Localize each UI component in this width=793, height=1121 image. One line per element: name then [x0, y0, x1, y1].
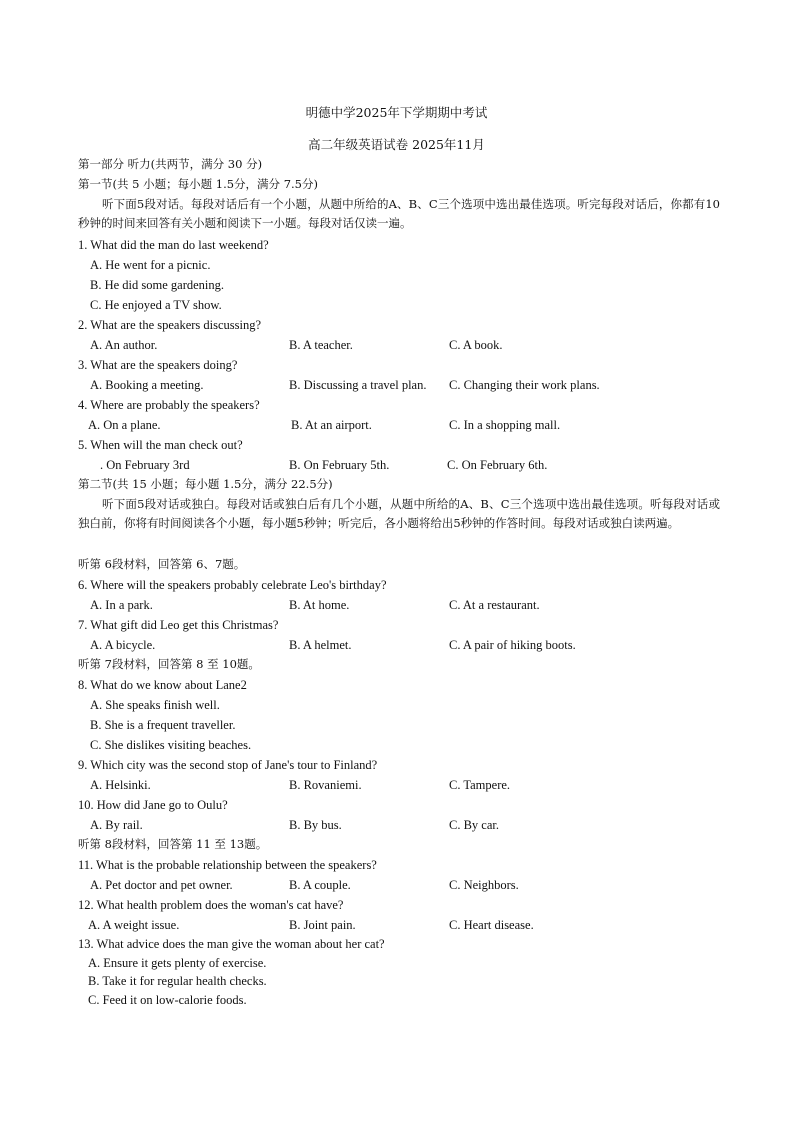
exam-title: 高二年级英语试卷 2025年11月 [308, 137, 485, 152]
q5-option-a: . On February 3rd [100, 458, 190, 472]
q4-option-c: C. In a shopping mall. [449, 418, 561, 432]
q3-option-c: C. Changing their work plans. [449, 378, 600, 392]
q11-option-a: A. Pet doctor and pet owner. [90, 878, 233, 892]
question-1: 1. What did the man do last weekend? [78, 238, 269, 252]
question-3: 3. What are the speakers doing? [78, 358, 238, 372]
q5-option-c: C. On February 6th. [447, 458, 548, 472]
q13-option-b: B. Take it for regular health checks. [88, 974, 267, 988]
question-12: 12. What health problem does the woman's cat have? [78, 898, 344, 912]
material-8-note: 听第 8段材料，回答第 11 至 13题。 [78, 837, 268, 851]
q6-option-b: B. At home. [289, 598, 350, 612]
q5-option-b: B. On February 5th. [289, 458, 390, 472]
q10-option-b: B. By bus. [289, 818, 342, 832]
question-5: 5. When will the man check out? [78, 438, 243, 452]
q7-option-c: C. A pair of hiking boots. [449, 638, 576, 652]
q3-option-b: B. Discussing a travel plan. [289, 378, 427, 392]
q7-option-a: A. A bicycle. [90, 638, 156, 652]
q10-option-c: C. By car. [449, 818, 499, 832]
question-10: 10. How did Jane go to Oulu? [78, 798, 228, 812]
part1-heading: 第一部分 听力(共两节，满分 30 分) [78, 157, 263, 171]
q10-option-a: A. By rail. [90, 818, 143, 832]
q2-option-b: B. A teacher. [289, 338, 353, 352]
q13-option-c: C. Feed it on low-calorie foods. [88, 993, 247, 1007]
q8-option-c: C. She dislikes visiting beaches. [90, 738, 252, 752]
section2-instructions: 听下面5段对话或独白。每段对话或独白后有几个小题，从题中所给的A、B、C三个选项中选出最佳选项。听每段对话或独白前，你将有时间阅读各个小题，每小题5秒钟；听完后，各小题将给出5秒钟的作答时间。每段对话或独白读两遍。 [78, 497, 720, 530]
q1-option-c: C. He enjoyed a TV show. [90, 298, 222, 312]
q2-option-a: A. An author. [90, 338, 158, 352]
question-13: 13. What advice does the man give the woman about her cat? [78, 937, 385, 951]
question-4: 4. Where are probably the speakers? [78, 398, 260, 412]
q4-option-a: A. On a plane. [88, 418, 161, 432]
q9-option-b: B. Rovaniemi. [289, 778, 362, 792]
question-6: 6. Where will the speakers probably celebrate Leo's birthday? [78, 578, 387, 592]
q11-option-c: C. Neighbors. [449, 878, 519, 892]
q8-option-b: B. She is a frequent traveller. [90, 718, 236, 732]
section1-heading: 第一节(共 5 小题；每小题 1.5分，满分 7.5分) [78, 177, 318, 191]
q1-option-a: A. He went for a picnic. [90, 258, 211, 272]
q9-option-a: A. Helsinki. [90, 778, 151, 792]
q8-option-a: A. She speaks finish well. [90, 698, 220, 712]
q1-option-b: B. He did some gardening. [90, 278, 225, 292]
material-7-note: 听第 7段材料，回答第 8 至 10题。 [78, 657, 260, 671]
q11-option-b: B. A couple. [289, 878, 351, 892]
q12-option-a: A. A weight issue. [88, 918, 180, 932]
question-2: 2. What are the speakers discussing? [78, 318, 262, 332]
question-8: 8. What do we know about Lane2 [78, 678, 247, 692]
question-7: 7. What gift did Leo get this Christmas? [78, 618, 279, 632]
q12-option-c: C. Heart disease. [449, 918, 534, 932]
q3-option-a: A. Booking a meeting. [90, 378, 204, 392]
q2-option-c: C. A book. [449, 338, 503, 352]
q12-option-b: B. Joint pain. [289, 918, 356, 932]
q7-option-b: B. A helmet. [289, 638, 352, 652]
q6-option-a: A. In a park. [90, 598, 153, 612]
school-title: 明德中学2025年下学期期中考试 [305, 105, 488, 120]
section2-heading: 第二节(共 15 小题；每小题 1.5分，满分 22.5分) [78, 477, 333, 491]
q9-option-c: C. Tampere. [449, 778, 511, 792]
q6-option-c: C. At a restaurant. [449, 598, 540, 612]
material-6-note: 听第 6段材料，回答第 6、7题。 [78, 557, 246, 571]
question-11: 11. What is the probable relationship between the speakers? [78, 858, 377, 872]
section1-instructions: 听下面5段对话。每段对话后有一个小题，从题中所给的A、B、C三个选项中选出最佳选项。听完每段对话后，你都有10秒钟的时间来回答有关小题和阅读下一小题。每段对话仅读一遍。 [78, 197, 720, 230]
question-9: 9. Which city was the second stop of Jane's tour to Finland? [78, 758, 378, 772]
q13-option-a: A. Ensure it gets plenty of exercise. [88, 956, 267, 970]
q4-option-b: B. At an airport. [291, 418, 372, 432]
